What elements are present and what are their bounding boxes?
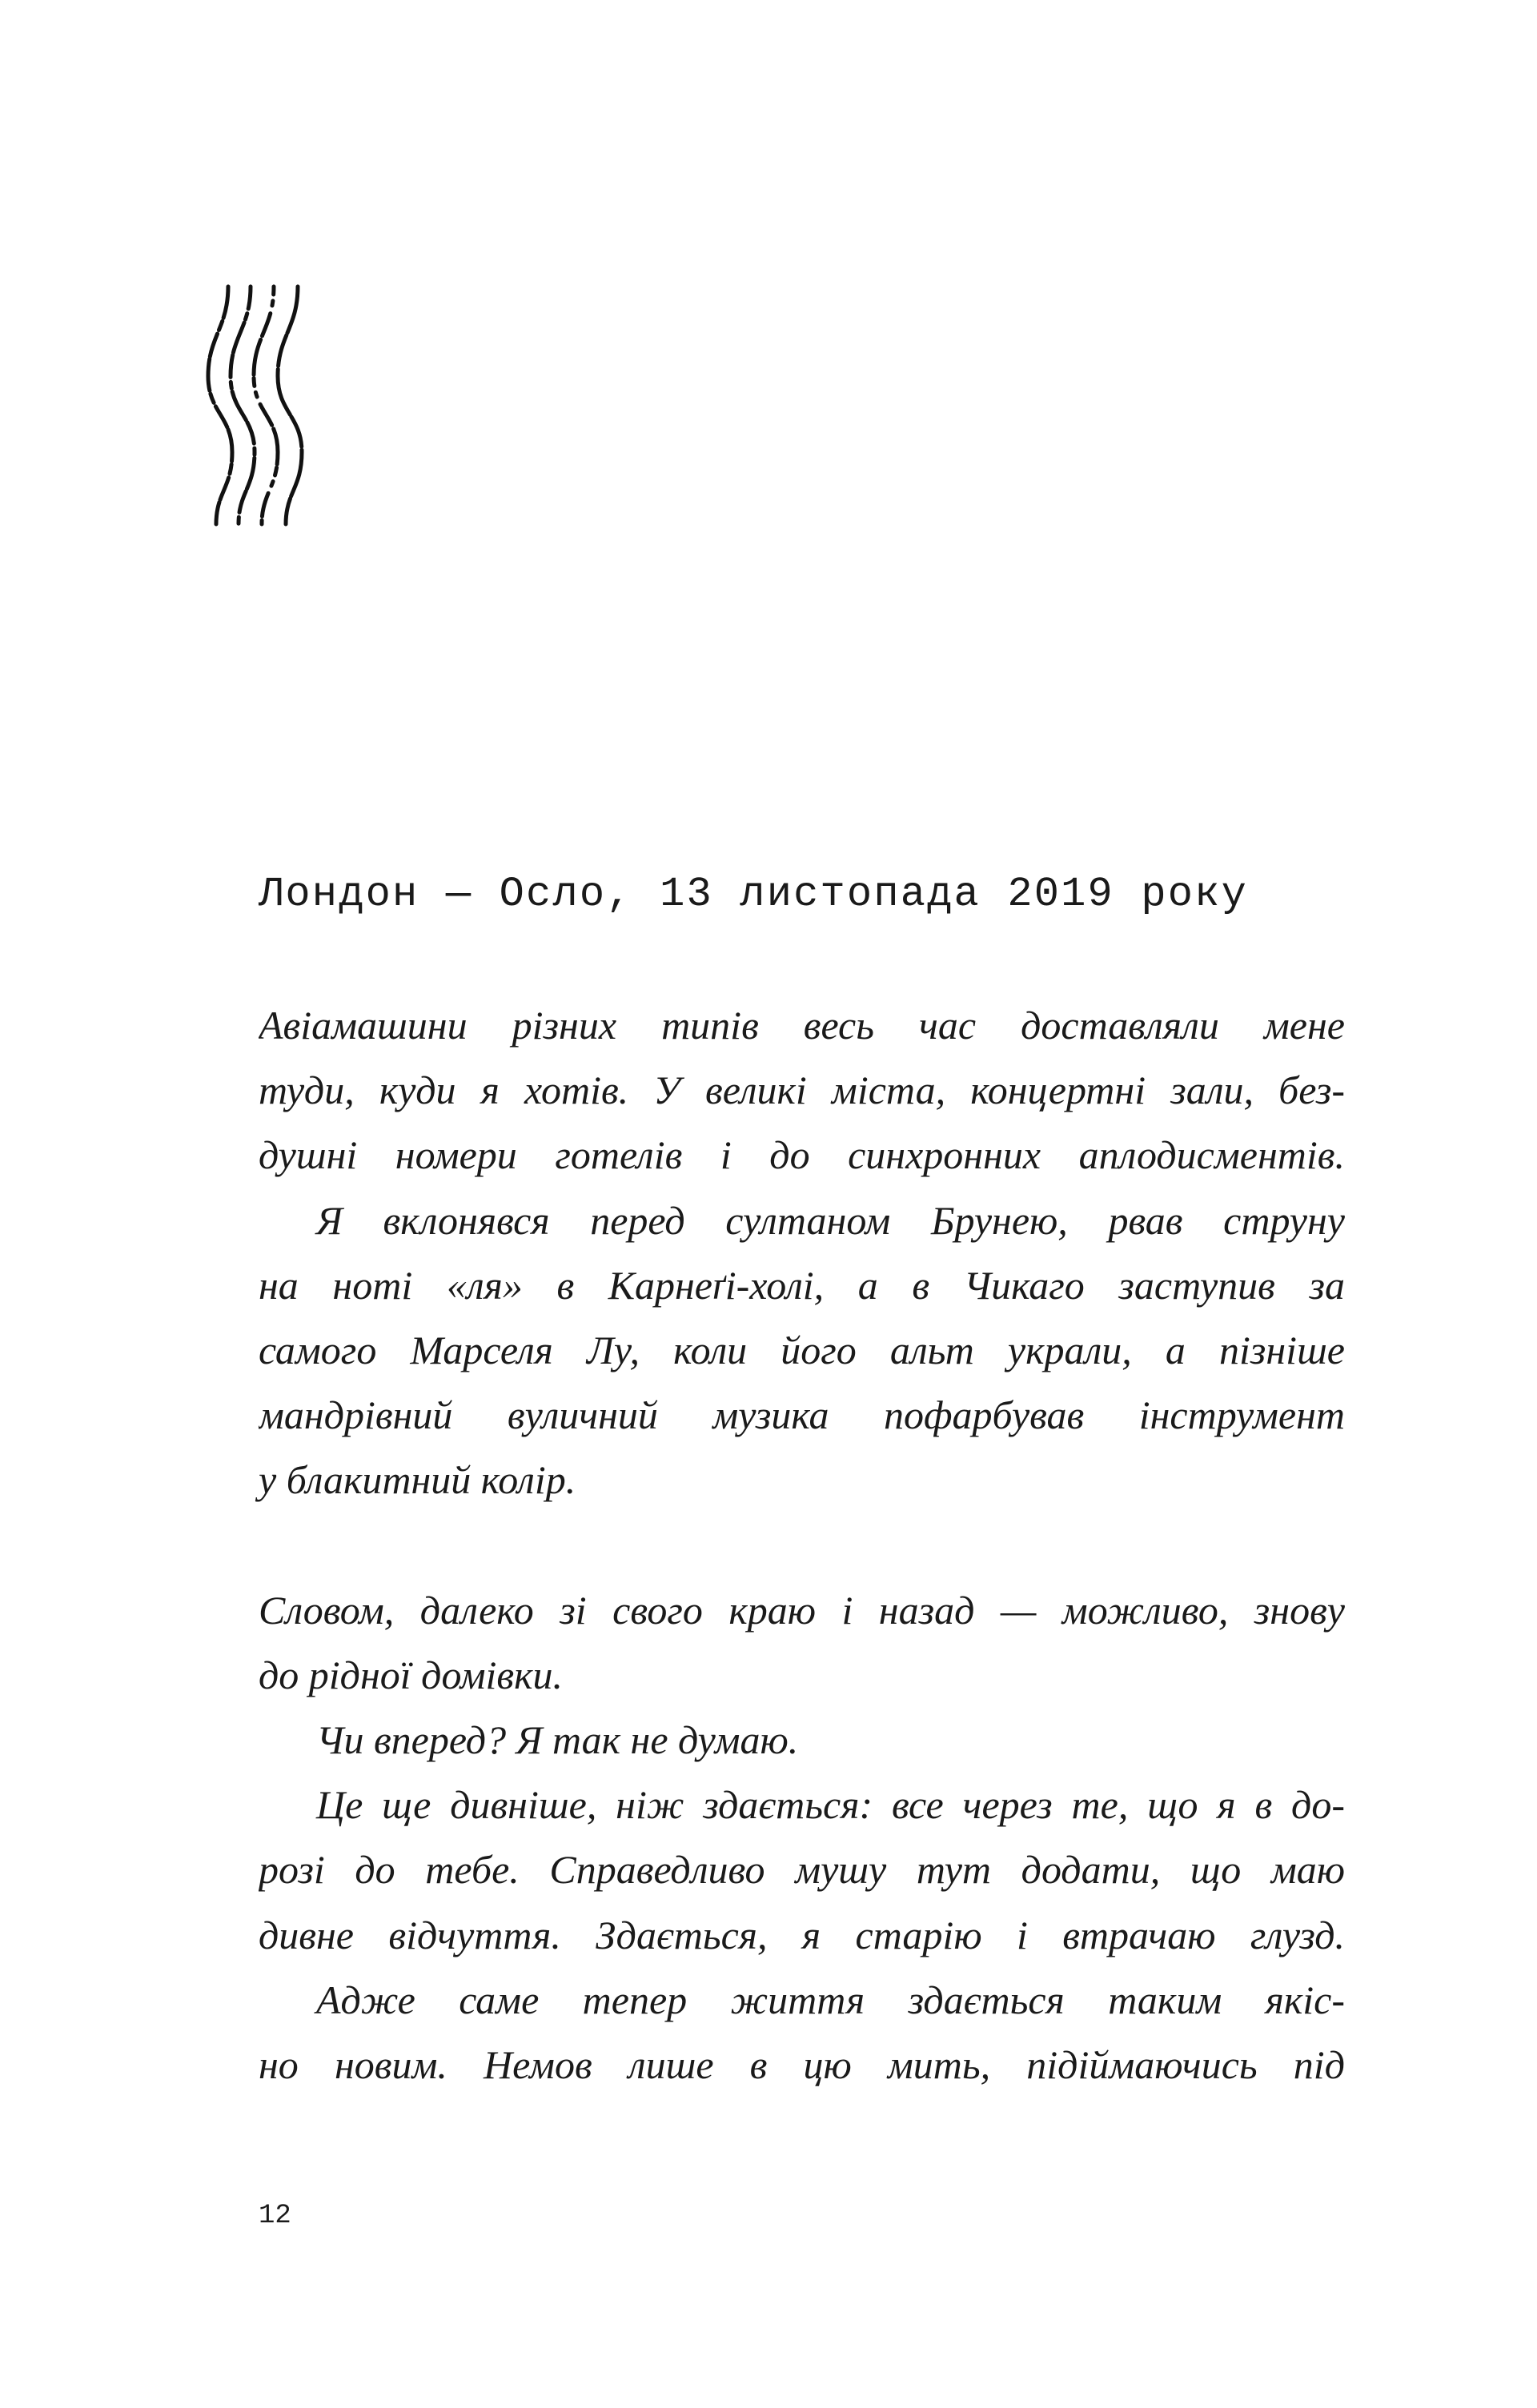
text-line: но новим. Немов лише в цю мить, підіймаючись під bbox=[259, 2042, 1345, 2087]
text-line: у блакитний колір. bbox=[259, 1457, 576, 1503]
text-line: дивне відчуття. Здається, я старію і втрачаю глузд. bbox=[259, 1912, 1345, 1957]
text-line: Це ще дивніше, ніж здається: все через те, що я в до- bbox=[316, 1782, 1345, 1828]
paragraph-gap bbox=[259, 1515, 1345, 1580]
text-line: самого Марселя Лу, коли його альт украли, а пізніше bbox=[259, 1327, 1345, 1372]
text-line: розі до тебе. Справедливо мушу тут додати, що маю bbox=[259, 1847, 1345, 1893]
text-line: до рідної домівки. bbox=[259, 1652, 563, 1697]
text-line: Авіамашини різних типів весь час доставляли мене bbox=[259, 1003, 1345, 1048]
text-line: Чи вперед? Я так не думаю. bbox=[316, 1717, 799, 1763]
body-text bbox=[259, 995, 1345, 2099]
text-line: туди, куди я хотів. У великі міста, концертні зали, без- bbox=[259, 1068, 1345, 1113]
text-line: Адже саме тепер життя здається таким якіс- bbox=[316, 1977, 1345, 2022]
page-number: 12 bbox=[259, 2201, 291, 2231]
chapter-heading: Лондон — Осло, 13 листопада 2019 року bbox=[259, 871, 1248, 918]
wavy-lines-icon bbox=[204, 280, 312, 528]
text-line: Я вклонявся перед султаном Брунею, рвав струну bbox=[316, 1197, 1345, 1243]
text-line: мандрівний вуличний музика пофарбував інструмент bbox=[259, 1392, 1345, 1438]
text-line: Словом, далеко зі свого краю і назад — можливо, знову bbox=[259, 1587, 1345, 1633]
text-line: на ноті «ля» в Карнеґі-холі, а в Чикаго заступив за bbox=[259, 1262, 1345, 1308]
text-line: душні номери готелів і до синхронних аплодисментів. bbox=[259, 1132, 1345, 1178]
